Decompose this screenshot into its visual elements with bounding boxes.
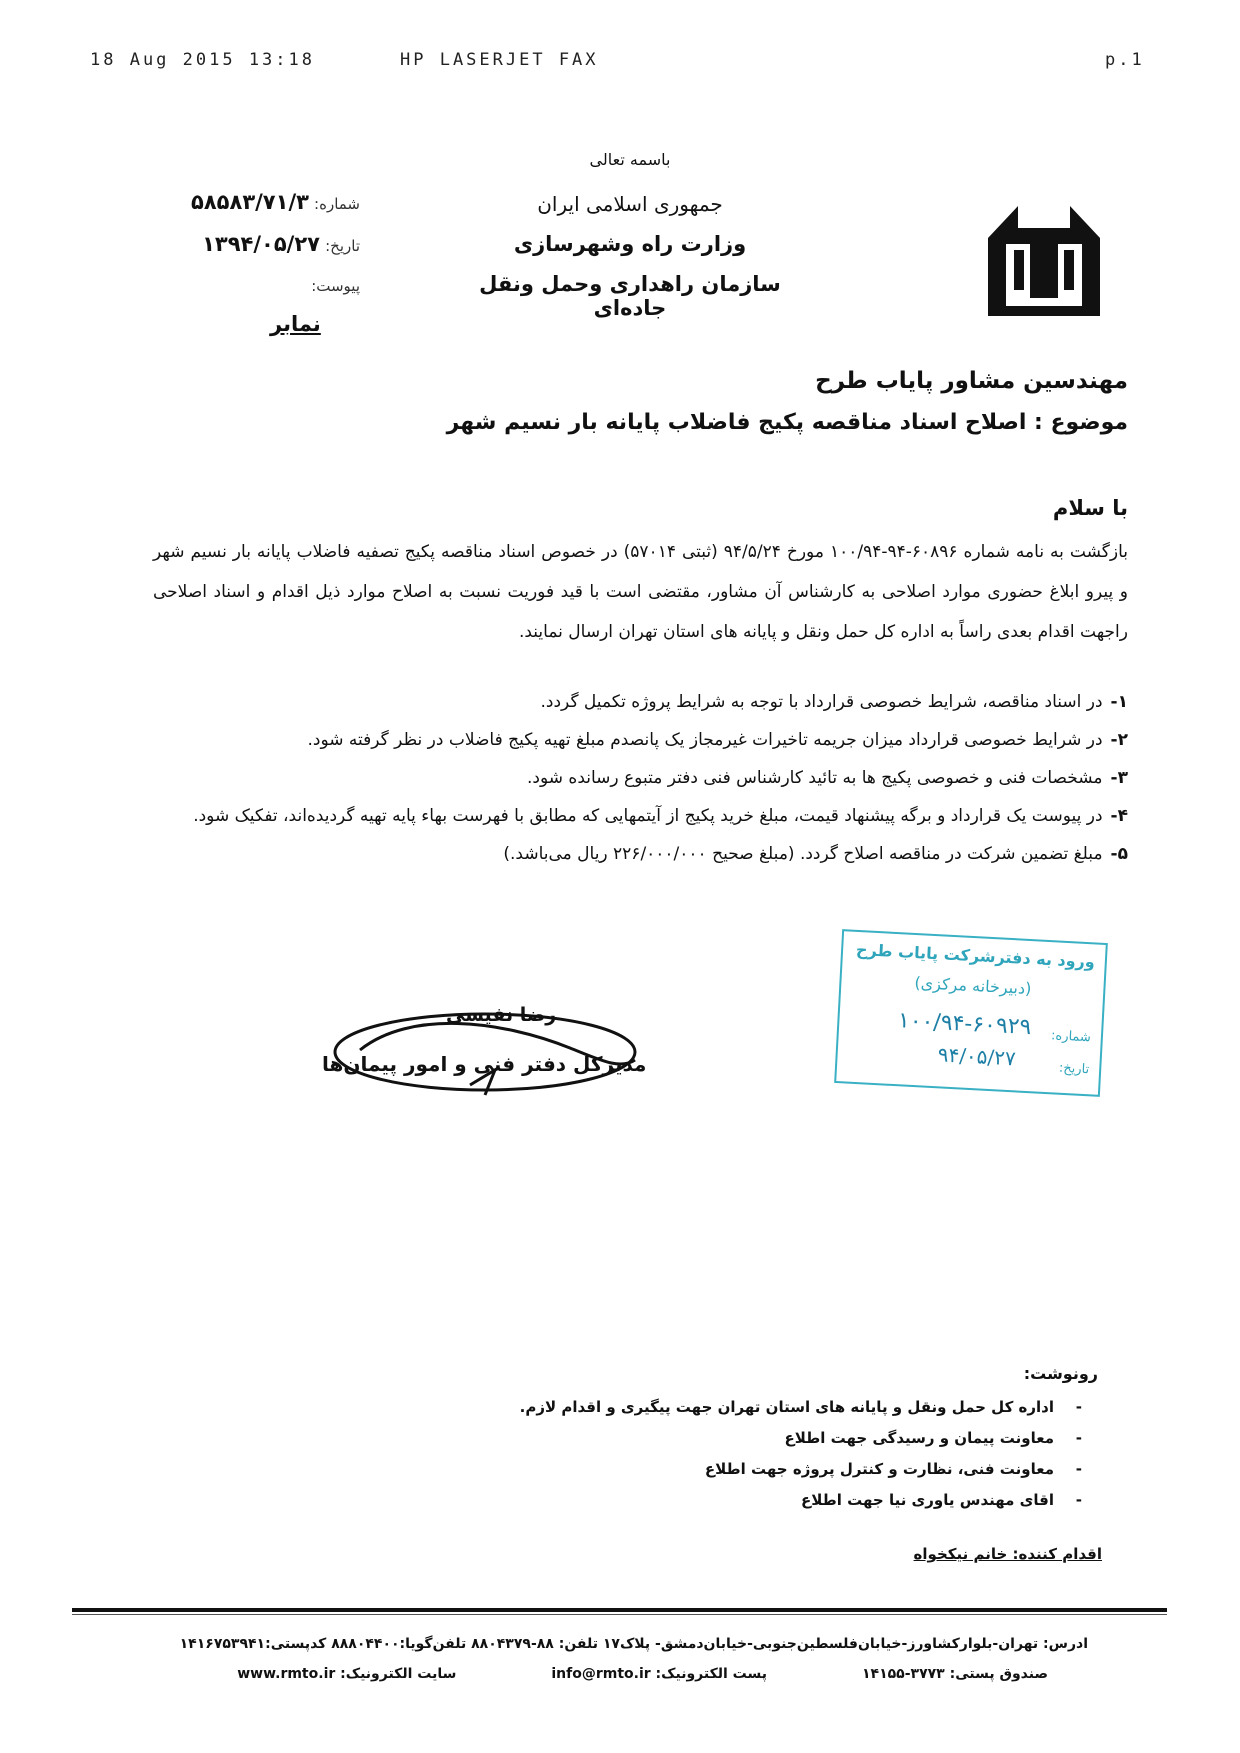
footer-address: ادرس: تهران-بلوارکشاورز-خیابان‌فلسطین‌جنوبی-خیابان‌دمشق- پلاک۱۷ تلفن: ۸۸-۸۸۰۴۳۷۹ تلفن‌گویا:۸۸۸۰۴۴۰۰ کدپستی:۱۴۱۶۷۵۳۹۴۱: [179, 1636, 1088, 1652]
list-item: -اداره کل حمل ونقل و پایانه های استان تهران جهت پیگیری و اقدام لازم.: [519, 1398, 1082, 1416]
list-item: -اقای مهندس یاوری نیا جهت اطلاع: [801, 1491, 1082, 1509]
footer-divider: [72, 1608, 1167, 1612]
list-item: ۳-مشخصات فنی و خصوصی پکیج ها به تائید کارشناس فنی دفتر متبوع رسانده شود.: [527, 768, 1128, 788]
stamp-number-value: ۱۰۰/۹۴-۶۰۹۲۹: [897, 1008, 1032, 1041]
stamp-date-label: تاریخ:: [1058, 1060, 1090, 1078]
action-by: اقدام کننده: خانم نیکخواه: [913, 1545, 1102, 1563]
list-item: ۴-در پیوست یک قرارداد و برگه پیشنهاد قیمت، مبلغ خرید پکیج از آیتمهایی که مطابق با فهرست بهاء پایه تهیه گردیده‌اند، تفکیک شود.: [193, 806, 1128, 826]
list-item: ۱-در اسناد مناقصه، شرایط خصوصی قرارداد با توجه به شرایط پروژه تکمیل گردد.: [540, 692, 1128, 712]
basmala: باسمه تعالی: [589, 150, 671, 169]
subject: موضوع : اصلاح اسناد مناقصه پکیج فاضلاب پایانه بار نسیم شهر: [446, 410, 1128, 435]
letter-attachment: [150, 276, 360, 295]
stamp-date-value: ۹۴/۰۵/۲۷: [937, 1042, 1017, 1071]
copies-list: [382, 1392, 1082, 1516]
list-item: -معاونت فنی، نظارت و کنترل پروژه جهت اطلاع: [704, 1460, 1082, 1478]
fax-page-number: p.1: [1105, 50, 1145, 70]
list-item: -معاونت پیمان و رسیدگی جهت اطلاع: [784, 1429, 1082, 1447]
requirements-list: [138, 683, 1128, 873]
fax-tag: نمابر: [270, 312, 321, 336]
stamp-line-1: ورود به دفترشرکت پایاب طرح: [855, 939, 1096, 972]
organization-name: سازمان راهداری وحمل ونقل جاده‌ای: [479, 272, 781, 320]
list-item: ۲-در شرایط خصوصی قرارداد میزان جریمه تاخیرات غیرمجاز یک پانصدم مبلغ تهیه پکیج فاضلاب در نظر گرفته شود.: [307, 730, 1128, 750]
footer-contacts: [48, 1666, 1048, 1682]
signatory-title: مدیرکل دفتر فنی و امور پیمان‌ها: [322, 1052, 647, 1076]
fax-machine-name: HP LASERJET FAX: [400, 50, 599, 70]
republic-name: جمهوری اسلامی ایران: [537, 192, 723, 216]
letter-number-label: شماره:: [314, 195, 360, 213]
footer-pobox: صندوق پستی: ۳۷۷۳-۱۴۱۵۵: [861, 1666, 1048, 1682]
greeting: با سلام: [1052, 496, 1128, 520]
stamp-line-2: (دبیرخانه مرکزی): [914, 973, 1032, 999]
letter-date: [150, 232, 360, 256]
letter-number-value: ۵۸۵۸۳/۷۱/۳: [191, 190, 309, 214]
copies-title: رونوشت:: [1023, 1364, 1098, 1383]
ministry-name: وزارت راه وشهرسازی: [513, 232, 747, 256]
signatory-name: رضا نفیسی: [446, 1004, 557, 1026]
letter-date-label: تاریخ:: [325, 237, 360, 255]
recipient: مهندسین مشاور پایاب طرح: [815, 368, 1128, 394]
body-paragraph: بازگشت به نامه شماره ۶۰۸۹۶-۹۴-۱۰۰/۹۴ مورخ ۹۴/۵/۲۴ (ثبتی ۵۷۰۱۴) در خصوص اسناد مناقصه پکیج تصفیه فاضلاب پایانه بار نسیم شهر و پیرو ابلاغ حضوری موارد اصلاحی به کارشناس آن مشاور، مقتضی است با قید فوریت نسبت به اصلاح موارد ذیل اقدام و اسناد اصلاحی راجهت اقدام بعدی راساً به اداره کل حمل ونقل و پایانه های استان تهران ارسال نمایند.: [153, 542, 1128, 642]
footer-divider-thin: [72, 1614, 1167, 1615]
attachment-label: پیوست:: [311, 277, 360, 295]
letter-date-value: ۱۳۹۴/۰۵/۲۷: [202, 232, 320, 256]
footer-email: پست الکترونیک: info@rmto.ir: [551, 1666, 767, 1682]
received-stamp: [834, 929, 1108, 1097]
fax-timestamp: 18 Aug 2015 13:18: [90, 50, 315, 70]
letter-number: [150, 190, 360, 214]
list-item: ۵-مبلغ تضمین شرکت در مناقصه اصلاح گردد. (مبلغ صحیح ۲۲۶/۰۰۰/۰۰۰ ریال می‌باشد.): [503, 844, 1128, 864]
rmto-logo-icon: [978, 198, 1110, 326]
stamp-number-label: شماره:: [1050, 1028, 1092, 1046]
footer-website: سایت الکترونیک: www.rmto.ir: [237, 1666, 457, 1682]
